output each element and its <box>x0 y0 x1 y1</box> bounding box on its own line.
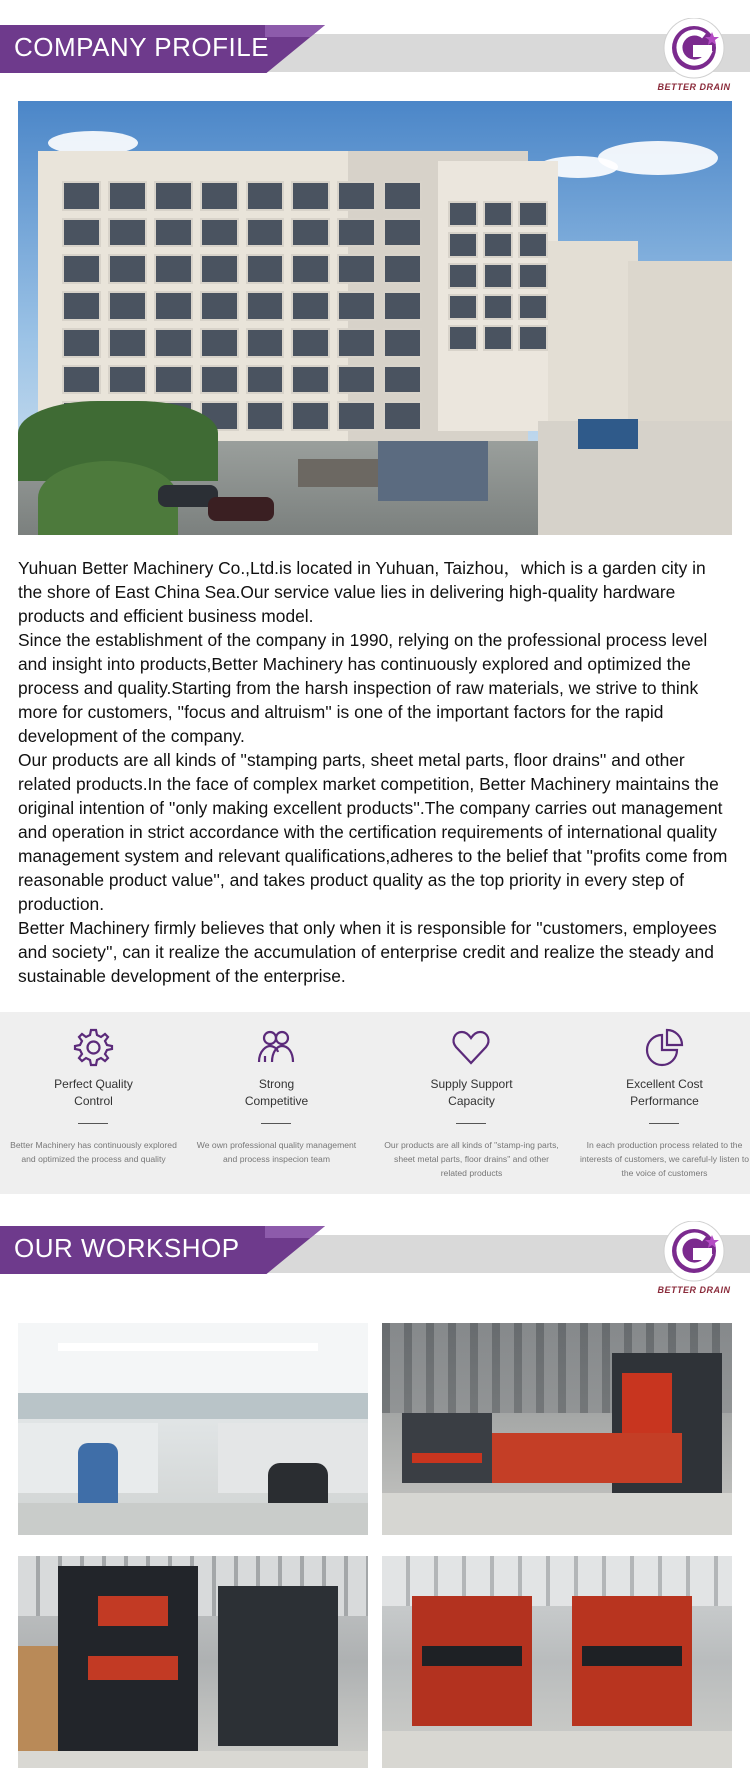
pie-chart-icon <box>643 1026 685 1068</box>
feature-title-line: Performance <box>630 1094 699 1108</box>
workshop-photo-stamping-press <box>18 1556 368 1768</box>
feature-description: We own professional quality management and process inspecion team <box>196 1140 357 1164</box>
feature-title <box>571 1076 750 1110</box>
divider <box>261 1123 291 1124</box>
company-description <box>18 556 734 988</box>
feature-title <box>183 1076 370 1110</box>
features-strip <box>0 1012 750 1194</box>
logo-text: BETTER DRAIN <box>657 82 731 92</box>
feature-title-line: Control <box>74 1094 113 1108</box>
workshop-photo-office <box>18 1323 368 1535</box>
section-title: OUR WORKSHOP <box>14 1233 240 1263</box>
feature-title <box>378 1076 565 1110</box>
logo-text: BETTER DRAIN <box>657 1285 731 1295</box>
divider <box>649 1123 679 1124</box>
feature-title-line: Competitive <box>244 1094 309 1108</box>
divider <box>78 1123 108 1124</box>
feature-description: In each production process related to the interests of customers, we careful-ly listen to the voice of customers <box>579 1140 750 1178</box>
feature-supply-support <box>378 1012 565 1194</box>
feature-title <box>0 1076 187 1110</box>
company-building-photo <box>18 101 732 535</box>
feature-title-line: Strong <box>258 1077 295 1091</box>
workshop-photo-press-machines <box>382 1323 732 1535</box>
gear-icon <box>72 1026 114 1068</box>
about-paragraph: Better Machinery firmly believes that only when it is responsible for ''customers, employees and society'', can it realize the accumulation of enterprise credit and realize the steady and sustainable development of the enterprise. <box>18 918 717 986</box>
feature-description: Better Machinery has continuously explored and optimized the process and quality <box>10 1140 177 1164</box>
about-paragraph: Yuhuan Better Machinery Co.,Ltd.is located in Yuhuan, Taizhou，which is a garden city in the shore of East China Sea.Our service value lies in delivering high-quality hardware products and efficient business model. <box>18 558 706 626</box>
about-paragraph: Our products are all kinds of ''stamping parts, sheet metal parts, floor drains'' and other related products.In the face of complex market competition, Better Machinery maintains the original intention of ''only making excellent products''.The company carries out management and operation in strict accordance with the certification requirements of international quality management system and relevant qualifications,adheres to the belief that ''profits come from reasonable product value'', and takes product quality as the top priority in every step of production. <box>18 750 728 914</box>
feature-cost-performance <box>571 1012 750 1194</box>
feature-description: Our products are all kinds of "stamp-ing parts, sheet metal parts, floor drains" and other related products <box>384 1140 559 1178</box>
feature-quality-control <box>0 1012 187 1194</box>
section-title: COMPANY PROFILE <box>14 32 270 62</box>
workshop-photo-press-brakes <box>382 1556 732 1768</box>
workshop-banner <box>0 1223 750 1323</box>
team-icon <box>255 1026 297 1068</box>
feature-title-line: Perfect Quality <box>54 1077 133 1091</box>
feature-competitive <box>183 1012 370 1194</box>
feature-title-line: Capacity <box>448 1094 495 1108</box>
brand-logo <box>654 1221 734 1321</box>
about-paragraph: Since the establishment of the company in 1990, relying on the professional process level and insight into products,Better Machinery has continuously explored and optimized the process and quality.Starting from the harsh inspection of raw materials, we strive to think more for customers, ''focus and altruism'' is one of the important factors for the rapid development of the company. <box>18 630 708 746</box>
heart-icon <box>450 1026 492 1068</box>
feature-title-line: Supply Support <box>430 1077 513 1091</box>
divider <box>456 1123 486 1124</box>
feature-title-line: Excellent Cost <box>626 1077 703 1091</box>
